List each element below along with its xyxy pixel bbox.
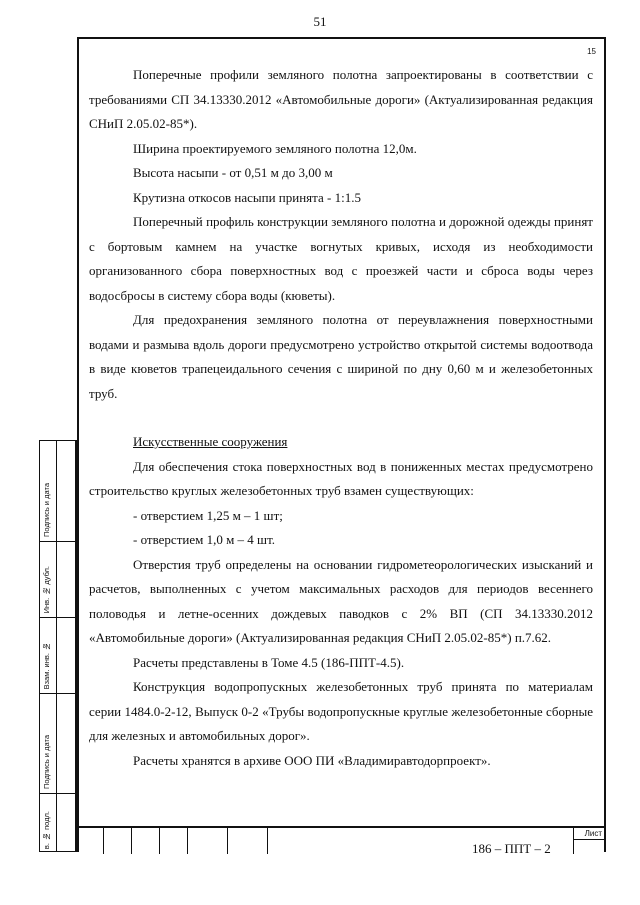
title-block bbox=[77, 826, 606, 854]
paragraph: Поперечные профили земляного полотна запроектированы в соответствии с требованиями СП 34.13330.2012 «Автомобильные дороги» (Актуализированная редакция СНиП 2.05.02-85*). bbox=[89, 67, 593, 131]
stamp-cell bbox=[40, 793, 76, 853]
sheet-number: 15 bbox=[587, 47, 596, 56]
document-body bbox=[89, 63, 593, 773]
stamp-cell bbox=[40, 617, 76, 694]
stamp-cell bbox=[40, 441, 76, 542]
paragraph: Для предохранения земляного полотна от переувлажнения поверхностными водами и размыва вдоль дороги предусмотрено устройство открытой системы водоотвода в виде кюветов трапецеидального сечения с шириной по дну 0,60 м и железобетонных труб. bbox=[89, 312, 593, 401]
sheet-label: Лист bbox=[584, 829, 602, 838]
page-number: 51 bbox=[313, 14, 327, 29]
stamp-label: Взам. инв. № bbox=[42, 641, 51, 689]
document-frame bbox=[77, 37, 606, 852]
paragraph: Расчеты представлены в Томе 4.5 (186-ППТ-4.5). bbox=[133, 654, 405, 670]
paragraph: Для обеспечения стока поверхностных вод в пониженных местах предусмотрено строительство круглых железобетонных труб взамен существующих: bbox=[89, 458, 593, 498]
paragraph: Поперечный профиль конструкции земляного полотна и дорожной одежды принят с бортовым камнем на участке вогнутых кривых, исходя из необходимости организованного сбора поверхностных вод с проезжей части и сброса воды через водосбросы в систему сбора воды (кюветы). bbox=[89, 214, 593, 303]
paragraph: Конструкция водопропускных железобетонных труб принята по материалам серии 1484.0-2-12, Выпуск 0-2 «Трубы водопропускные круглые железобетонные сборные для железных и автомобильных дорог». bbox=[89, 679, 593, 743]
paragraph: Высота насыпи - от 0,51 м до 3,00 м bbox=[133, 165, 333, 180]
stamp-cell bbox=[40, 541, 76, 618]
paragraph: Расчеты хранятся в архиве ООО ПИ «Владимиравтодорпроект». bbox=[133, 752, 491, 768]
stamp-label: Подпись и дата bbox=[42, 735, 51, 789]
list-item: - отверстием 1,0 м – 4 шт. bbox=[133, 532, 276, 547]
paragraph: Крутизна откосов насыпи принята - 1:1.5 bbox=[133, 189, 361, 205]
section-heading: Искусственные сооружения bbox=[133, 434, 288, 449]
stamp-label: Инв. № дубл. bbox=[42, 565, 51, 613]
approval-stamp-column bbox=[39, 440, 77, 852]
stamp-cell bbox=[40, 693, 76, 794]
stamp-label: в. № подл. bbox=[42, 810, 51, 849]
document-code: 186 – ППТ – 2 bbox=[472, 841, 551, 856]
stamp-label: Подпись и дата bbox=[42, 483, 51, 537]
paragraph: Ширина проектируемого земляного полотна 12,0м. bbox=[133, 140, 417, 156]
paragraph: Отверстия труб определены на основании гидрометеорологических изысканий и расчетов, выполненных с учетом максимальных расходов для периодов весеннего половодья и летне-осенних дождевых паводков с 2% ВП (СП 34.13330.2012 «Автомобильные дороги» (Актуализированная редакция СНиП 2.05.02-85*) п.7.62. bbox=[89, 556, 593, 645]
list-item: - отверстием 1,25 м – 1 шт; bbox=[133, 507, 283, 523]
